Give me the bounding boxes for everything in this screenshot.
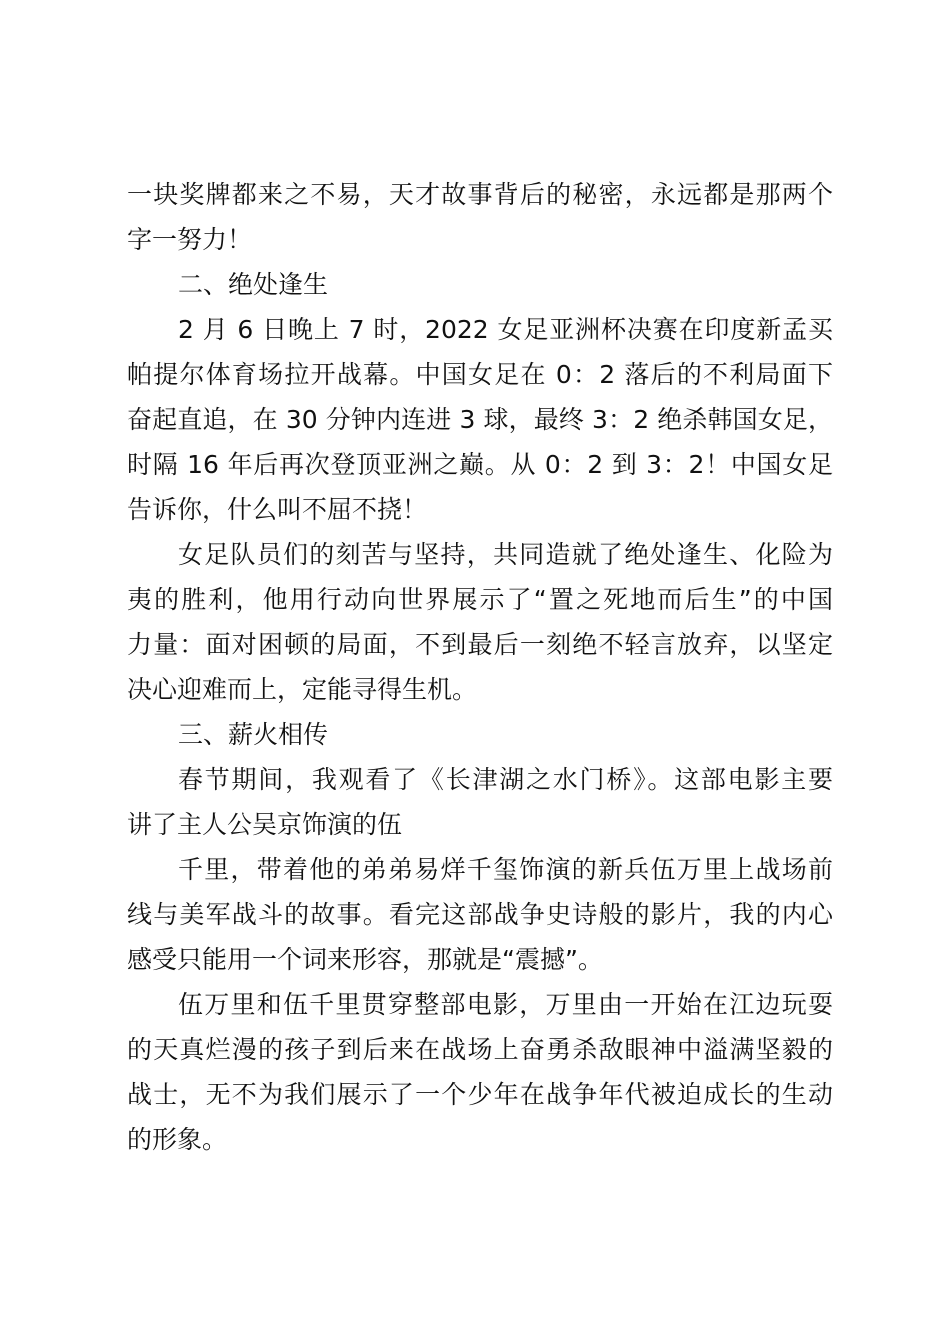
text-line: 奋起直追，在 30 分钟内连进 3 球，最终 3：2 绝杀韩国女足， xyxy=(127,405,833,434)
section-heading: 三、薪火相传 xyxy=(178,720,329,749)
text-line: 一块奖牌都来之不易，天才故事背后的秘密，永远都是那两个 xyxy=(127,180,833,209)
text-line: 讲了主人公吴京饰演的伍 xyxy=(127,810,403,839)
text-line: 线与美军战斗的故事。看完这部战争史诗般的影片，我的内心 xyxy=(127,900,833,929)
text-line: 春节期间，我观看了《长津湖之水门桥》。这部电影主要 xyxy=(178,765,833,794)
text-line: 力量：面对困顿的局面，不到最后一刻绝不轻言放弃，以坚定 xyxy=(127,630,833,659)
document-body xyxy=(127,172,833,1162)
text-line: 千里，带着他的弟弟易烊千玺饰演的新兵伍万里上战场前 xyxy=(178,855,833,884)
text-line: 伍万里和伍千里贯穿整部电影，万里由一开始在江边玩耍 xyxy=(178,990,833,1019)
text-line: 字一努力！ xyxy=(127,225,253,254)
text-line: 的天真烂漫的孩子到后来在战场上奋勇杀敌眼神中溢满坚毅的 xyxy=(127,1035,833,1064)
text-line: 战士，无不为我们展示了一个少年在战争年代被迫成长的生动 xyxy=(127,1080,833,1109)
text-line: 夷的胜利，他用行动向世界展示了“置之死地而后生”的中国 xyxy=(127,585,833,614)
text-line: 决心迎难而上，定能寻得生机。 xyxy=(127,675,478,704)
text-line: 感受只能用一个词来形容，那就是“震撼”。 xyxy=(127,945,603,974)
text-line: 的形象。 xyxy=(127,1125,228,1154)
text-line: 2 月 6 日晚上 7 时，2022 女足亚洲杯决赛在印度新孟买 xyxy=(178,315,833,344)
text-line: 帕提尔体育场拉开战幕。中国女足在 0：2 落后的不利局面下 xyxy=(127,360,833,389)
text-line: 女足队员们的刻苦与坚持，共同造就了绝处逢生、化险为 xyxy=(178,540,833,569)
text-line: 告诉你，什么叫不屈不挠！ xyxy=(127,495,428,524)
text-line: 时隔 16 年后再次登顶亚洲之巅。从 0：2 到 3：2！中国女足 xyxy=(127,450,833,479)
section-heading: 二、绝处逢生 xyxy=(178,270,329,299)
